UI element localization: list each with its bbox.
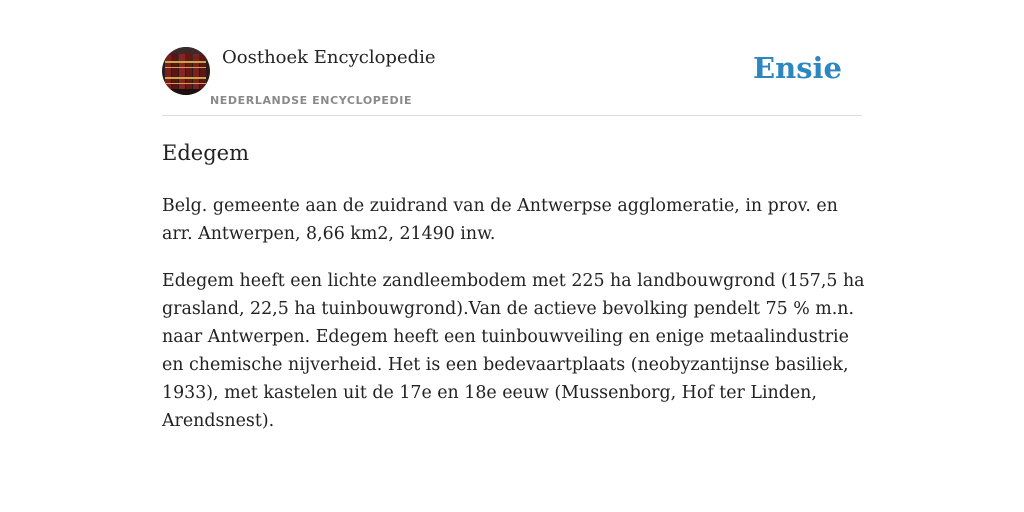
site-title[interactable]: Oosthoek Encyclopedie (222, 47, 436, 68)
article-paragraph: Edegem heeft een lichte zandleembodem met 225 ha landbouwgrond (157,5 ha grasland, 22,5 ha tuinbouwgrond).Van de actieve bevolking pendelt 75 % m.n. naar Antwerpen. Edegem heeft een tuinbouwveiling en enige metaalindustrie en chemische nijverheid. Het is een bedevaartplaats (neobyzantijnse basiliek, 1933), met kastelen uit de 17e en 18e eeuw (Mussenborg, Hof ter Linden, Arendsnest). (162, 271, 865, 431)
article-title: Edegem (162, 141, 249, 165)
encyclopedia-books-avatar[interactable] (162, 47, 210, 95)
article-paragraph: Belg. gemeente aan de zuidrand van de Antwerpse agglomeratie, in prov. en arr. Antwerpen, 8,66 km2, 21490 inw. (162, 196, 838, 244)
site-subtitle: NEDERLANDSE ENCYCLOPEDIE (210, 94, 413, 107)
brand-logo[interactable]: Ensie (753, 51, 842, 85)
site-header (162, 46, 862, 116)
article-body (162, 192, 868, 454)
